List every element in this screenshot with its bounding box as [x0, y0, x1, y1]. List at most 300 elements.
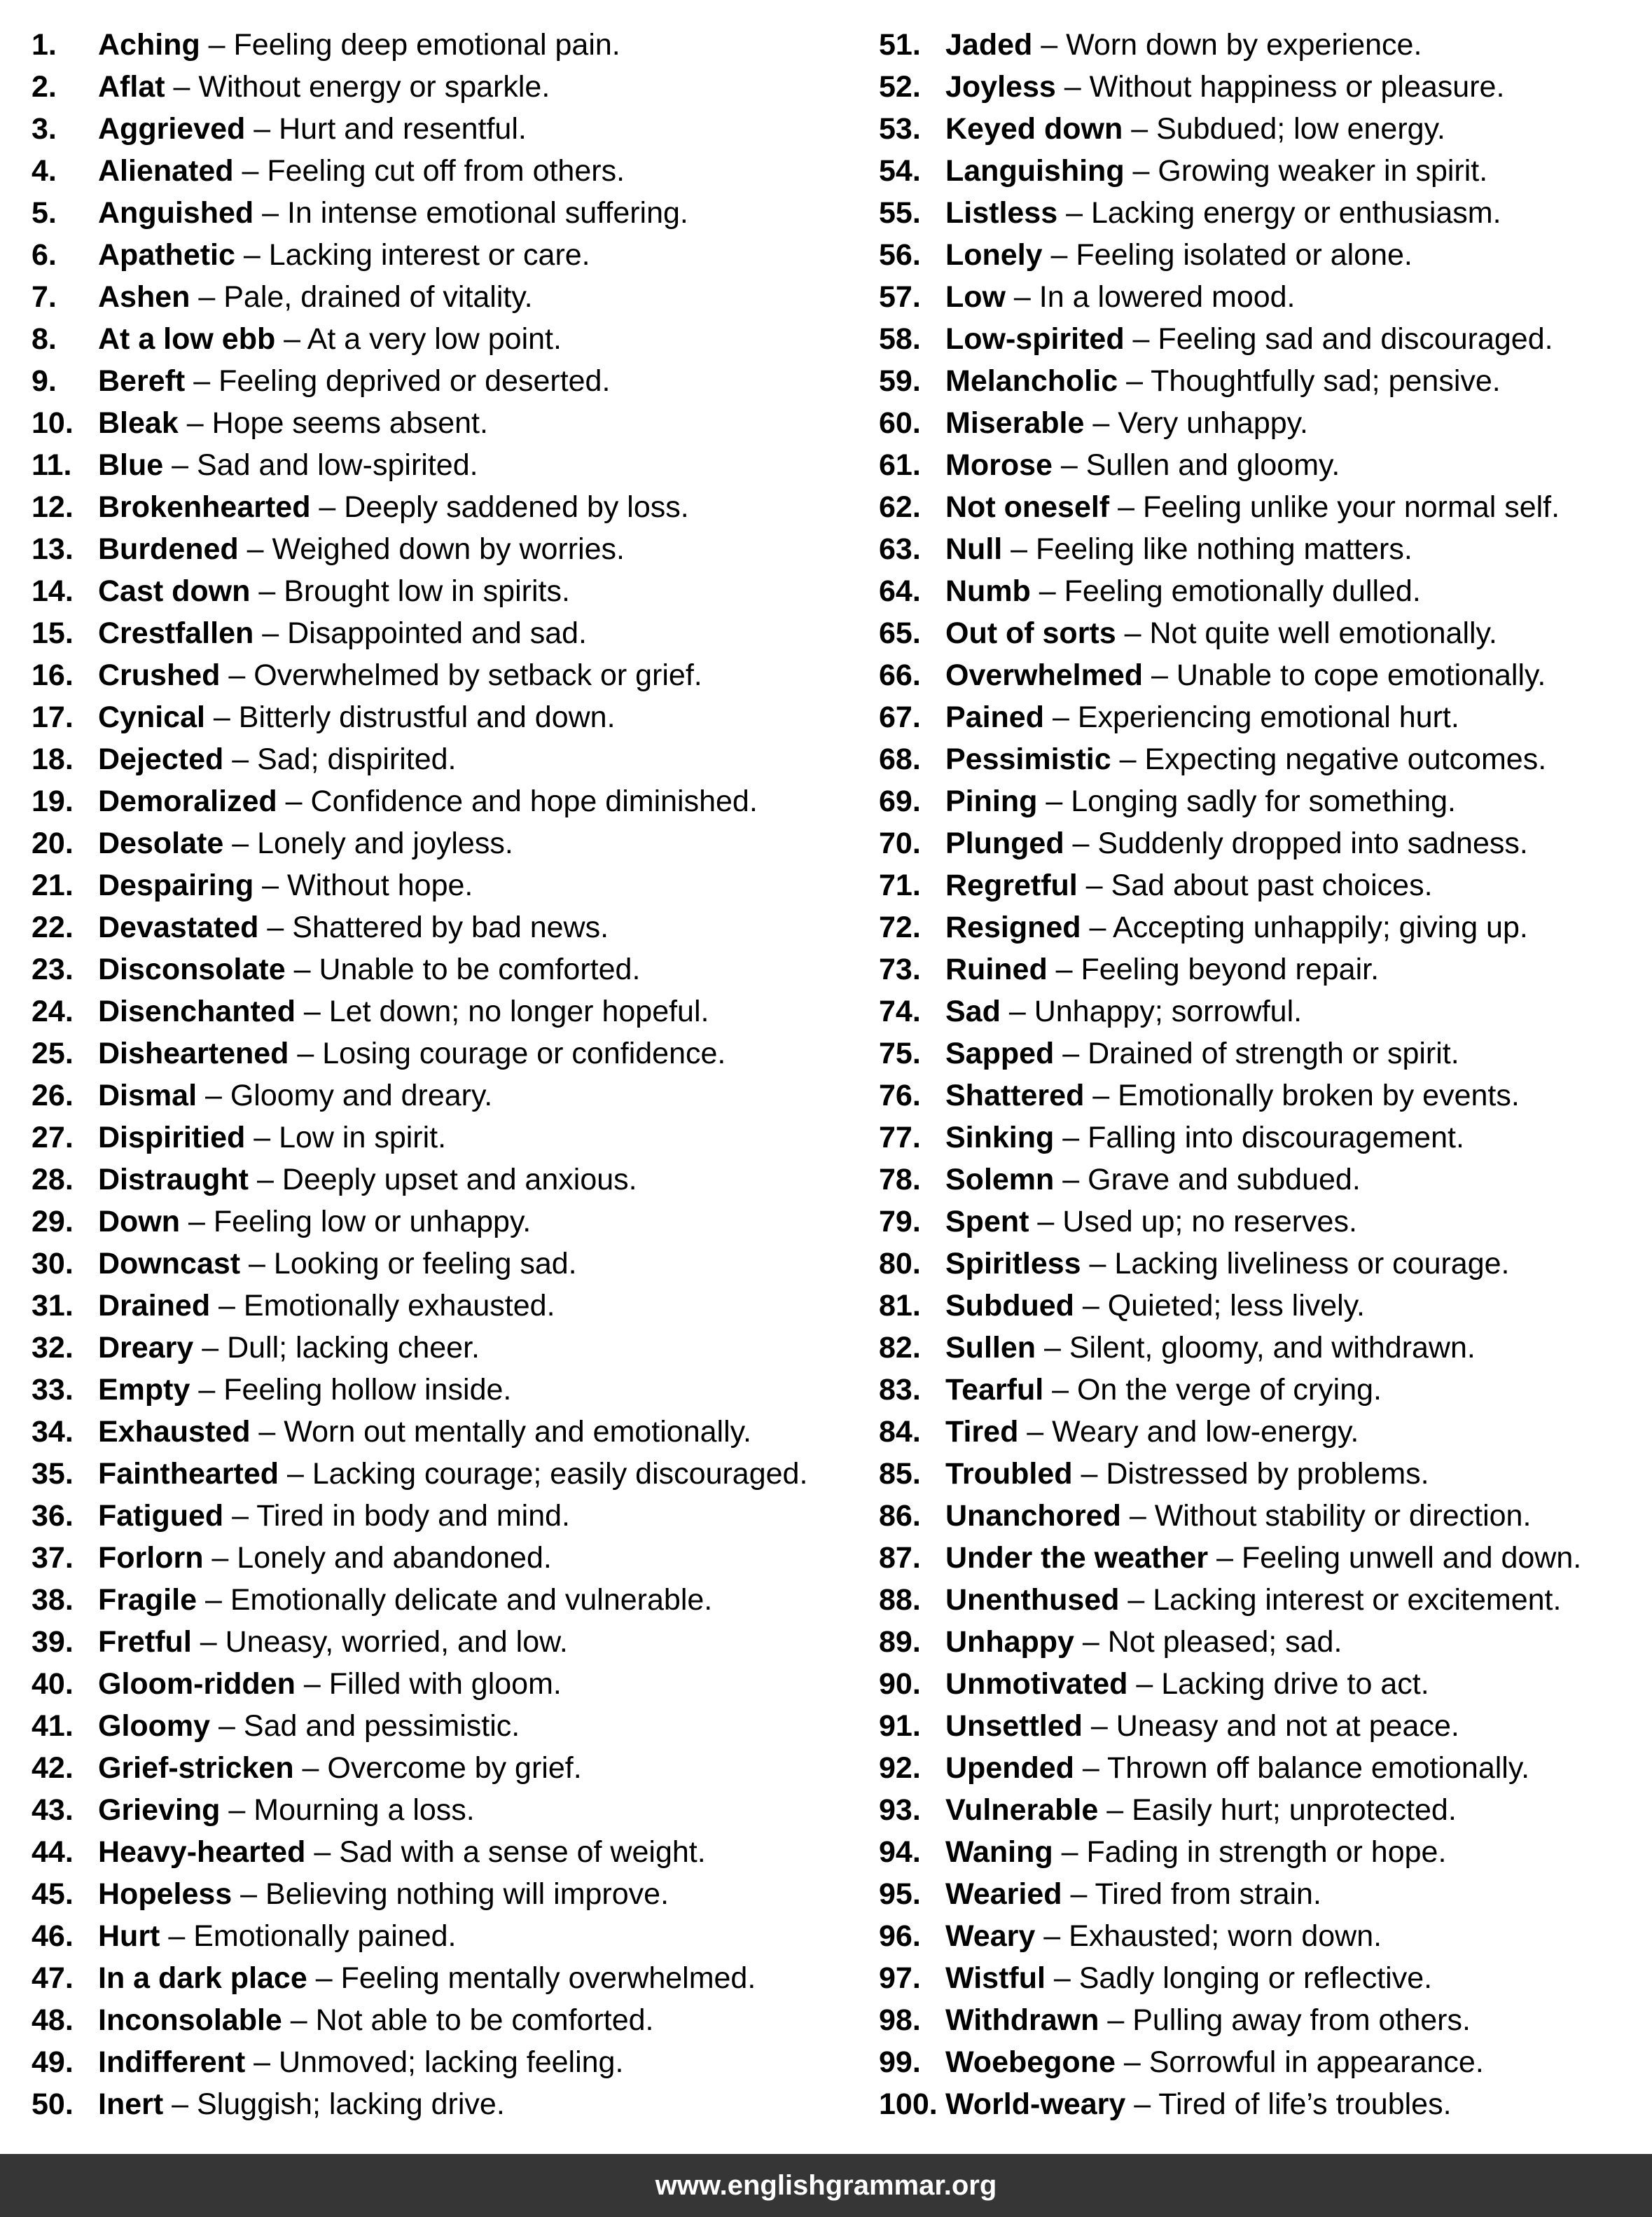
item-word: Blue: [98, 448, 164, 482]
list-item: [32, 2041, 858, 2083]
item-number: 19.: [32, 785, 74, 818]
item-definition: Bitterly distrustful and down.: [238, 700, 616, 734]
item-number: 14.: [32, 574, 74, 608]
list-item: [879, 1032, 1642, 1075]
item-word: Sinking: [945, 1121, 1055, 1154]
item-definition: Lacking drive to act.: [1161, 1667, 1429, 1701]
item-text: [98, 1411, 751, 1453]
item-word: Fatigued: [98, 1499, 224, 1533]
item-text: [98, 1663, 562, 1705]
item-text: [945, 276, 1296, 318]
list-item: [32, 108, 858, 150]
item-separator: –: [238, 532, 272, 566]
item-number: 25.: [32, 1037, 74, 1070]
list-item: [879, 1159, 1642, 1201]
item-definition: Looking or feeling sad.: [273, 1247, 577, 1280]
item-separator: –: [295, 1667, 329, 1701]
item-number: 84.: [879, 1415, 921, 1449]
list-item: [32, 654, 858, 696]
item-separator: –: [240, 1247, 274, 1280]
item-separator: –: [1074, 1625, 1108, 1659]
item-number: 85.: [879, 1457, 921, 1491]
list-item: [32, 570, 858, 612]
item-definition: Tired of life’s troubles.: [1158, 2087, 1452, 2121]
item-separator: –: [200, 28, 234, 62]
list-item: [879, 192, 1642, 234]
item-separator: –: [232, 1877, 266, 1911]
item-text: [945, 318, 1553, 360]
item-separator: –: [223, 827, 258, 860]
item-definition: Unable to cope emotionally.: [1176, 658, 1546, 692]
item-text: [98, 66, 550, 108]
item-definition: Feeling isolated or alone.: [1076, 238, 1412, 272]
item-word: Fretful: [98, 1625, 192, 1659]
list-item: [879, 234, 1642, 276]
item-text: [98, 1747, 582, 1789]
list-item: [879, 696, 1642, 738]
item-separator: –: [1045, 1961, 1079, 1995]
item-text: [945, 990, 1302, 1032]
list-item: [32, 486, 858, 528]
item-number: 38.: [32, 1583, 74, 1617]
list-item: [879, 1999, 1642, 2041]
list-item: [32, 1369, 858, 1411]
item-word: Overwhelmed: [945, 658, 1143, 692]
list-item: [32, 1747, 858, 1789]
item-number: 100.: [879, 2087, 938, 2121]
item-number: 94.: [879, 1835, 921, 1869]
item-number: 63.: [879, 532, 921, 566]
item-definition: Emotionally broken by events.: [1118, 1079, 1520, 1112]
item-word: Inconsolable: [98, 2003, 282, 2037]
list-item: [32, 780, 858, 822]
item-text: [945, 1789, 1457, 1831]
footer-bar: [0, 2154, 1652, 2217]
item-separator: –: [1116, 616, 1150, 650]
item-word: Unenthused: [945, 1583, 1120, 1617]
item-text: [945, 1663, 1429, 1705]
item-separator: –: [1123, 112, 1157, 146]
item-definition: Dull; lacking cheer.: [227, 1331, 480, 1365]
item-definition: Sad; dispirited.: [257, 743, 457, 776]
list-item: [32, 1789, 858, 1831]
item-number: 55.: [879, 196, 921, 230]
item-text: [98, 1243, 577, 1285]
item-definition: Feeling emotionally dulled.: [1064, 574, 1421, 608]
item-separator: –: [203, 1541, 237, 1575]
item-text: [945, 1915, 1382, 1957]
item-definition: Unhappy; sorrowful.: [1034, 995, 1303, 1028]
item-text: [945, 1327, 1476, 1369]
item-text: [945, 1032, 1459, 1075]
item-separator: –: [191, 1625, 225, 1659]
item-word: Hopeless: [98, 1877, 232, 1911]
item-word: Regretful: [945, 869, 1078, 902]
item-word: Resigned: [945, 911, 1081, 944]
item-definition: Brought low in spirits.: [284, 574, 570, 608]
item-definition: Shattered by bad news.: [292, 911, 609, 944]
item-separator: –: [1208, 1541, 1242, 1575]
item-separator: –: [1057, 196, 1091, 230]
item-word: Empty: [98, 1373, 190, 1407]
item-number: 45.: [32, 1877, 74, 1911]
item-definition: Weary and low-energy.: [1052, 1415, 1359, 1449]
list-item: [879, 1831, 1642, 1873]
list-item: [32, 192, 858, 234]
item-definition: Sadly longing or reflective.: [1078, 1961, 1433, 1995]
item-word: Unsettled: [945, 1709, 1083, 1743]
item-word: Solemn: [945, 1163, 1055, 1196]
item-definition: Gloomy and dreary.: [230, 1079, 493, 1112]
list-item: [879, 1495, 1642, 1537]
item-word: Fragile: [98, 1583, 197, 1617]
item-separator: –: [1000, 995, 1034, 1028]
item-number: 92.: [879, 1751, 921, 1785]
item-text: [945, 1705, 1459, 1747]
item-separator: –: [1032, 28, 1067, 62]
item-separator: –: [233, 154, 268, 188]
item-number: 9.: [32, 364, 57, 398]
item-number: 66.: [879, 658, 921, 692]
list-item: [32, 1621, 858, 1663]
item-number: 73.: [879, 953, 921, 986]
item-definition: Lacking interest or excitement.: [1153, 1583, 1562, 1617]
item-word: Tearful: [945, 1373, 1044, 1407]
item-definition: Growing weaker in spirit.: [1158, 154, 1488, 188]
item-text: [98, 486, 689, 528]
item-definition: Longing sadly for something.: [1071, 785, 1456, 818]
item-word: Wistful: [945, 1961, 1046, 1995]
list-item: [879, 444, 1642, 486]
item-separator: –: [1099, 2003, 1133, 2037]
item-separator: –: [305, 1835, 340, 1869]
item-separator: –: [223, 743, 258, 776]
item-text: [98, 1621, 568, 1663]
item-definition: Quieted; less lively.: [1107, 1289, 1365, 1322]
item-separator: –: [1030, 574, 1064, 608]
list-item: [32, 360, 858, 402]
list-item: [32, 1579, 858, 1621]
item-separator: –: [1037, 785, 1071, 818]
item-text: [945, 2041, 1484, 2083]
item-word: World-weary: [945, 2087, 1126, 2121]
item-number: 48.: [32, 2003, 74, 2037]
item-separator: –: [1109, 490, 1143, 524]
item-number: 21.: [32, 869, 74, 902]
item-separator: –: [245, 112, 279, 146]
item-separator: –: [310, 490, 345, 524]
item-text: [98, 570, 570, 612]
item-word: Low-spirited: [945, 322, 1125, 356]
item-number: 40.: [32, 1667, 74, 1701]
item-definition: Distressed by problems.: [1106, 1457, 1429, 1491]
item-text: [945, 1201, 1357, 1243]
item-definition: Believing nothing will improve.: [265, 1877, 669, 1911]
item-text: [98, 1075, 492, 1117]
item-text: [98, 906, 609, 948]
item-definition: Experiencing emotional hurt.: [1077, 700, 1459, 734]
item-separator: –: [1127, 1667, 1162, 1701]
item-word: Dreary: [98, 1331, 194, 1365]
item-word: Morose: [945, 448, 1053, 482]
item-number: 49.: [32, 2045, 74, 2079]
list-item: [32, 1285, 858, 1327]
item-word: Distraught: [98, 1163, 249, 1196]
item-definition: Accepting unhappily; giving up.: [1112, 911, 1528, 944]
item-word: Shattered: [945, 1079, 1085, 1112]
item-text: [945, 1957, 1432, 1999]
list-item: [32, 24, 858, 66]
list-item: [32, 1075, 858, 1117]
list-item: [879, 66, 1642, 108]
item-separator: –: [1052, 448, 1086, 482]
item-text: [945, 66, 1504, 108]
item-definition: Feeling hollow inside.: [223, 1373, 512, 1407]
item-word: Ashen: [98, 280, 190, 314]
item-word: Keyed down: [945, 112, 1123, 146]
item-definition: Sluggish; lacking drive.: [197, 2087, 505, 2121]
item-definition: Feeling deep emotional pain.: [233, 28, 620, 62]
item-separator: –: [193, 1331, 228, 1365]
item-definition: Hurt and resentful.: [279, 112, 527, 146]
item-definition: Not pleased; sad.: [1107, 1625, 1342, 1659]
item-text: [945, 654, 1546, 696]
list-item: [879, 1705, 1642, 1747]
list-item: [32, 402, 858, 444]
item-word: Hurt: [98, 1919, 160, 1953]
item-word: Waning: [945, 1835, 1053, 1869]
item-number: 77.: [879, 1121, 921, 1154]
item-word: Apathetic: [98, 238, 235, 272]
item-number: 3.: [32, 112, 57, 146]
item-word: Bleak: [98, 406, 179, 440]
item-word: Crestfallen: [98, 616, 254, 650]
item-number: 86.: [879, 1499, 921, 1533]
item-word: Spent: [945, 1205, 1029, 1238]
item-word: Dejected: [98, 743, 224, 776]
item-number: 62.: [879, 490, 921, 524]
list-item: [879, 1579, 1642, 1621]
item-definition: In intense emotional suffering.: [286, 196, 688, 230]
item-text: [98, 654, 702, 696]
item-definition: Used up; no reserves.: [1062, 1205, 1357, 1238]
item-word: Drained: [98, 1289, 211, 1322]
list-item: [32, 1495, 858, 1537]
item-text: [98, 1537, 552, 1579]
item-separator: –: [197, 1079, 230, 1112]
item-definition: Mourning a loss.: [254, 1793, 475, 1827]
item-separator: –: [1120, 1499, 1155, 1533]
item-separator: –: [185, 364, 219, 398]
item-definition: Feeling mentally overwhelmed.: [340, 1961, 756, 1995]
list-item: [879, 864, 1642, 906]
item-separator: –: [1124, 322, 1158, 356]
item-text: [945, 1999, 1471, 2041]
list-item: [879, 1957, 1642, 1999]
item-number: 87.: [879, 1541, 921, 1575]
list-item: [879, 486, 1642, 528]
item-text: [98, 1285, 555, 1327]
item-word: Disenchanted: [98, 995, 296, 1028]
item-text: [945, 1537, 1581, 1579]
item-word: Null: [945, 532, 1003, 566]
item-separator: –: [1055, 70, 1090, 104]
item-separator: –: [1036, 1331, 1069, 1365]
item-word: Gloomy: [98, 1709, 211, 1743]
list-item: [879, 1327, 1642, 1369]
item-word: Brokenhearted: [98, 490, 311, 524]
item-separator: –: [275, 322, 307, 356]
item-number: 64.: [879, 574, 921, 608]
item-text: [98, 738, 457, 780]
item-definition: Sad and low-spirited.: [197, 448, 478, 482]
item-definition: Weighed down by worries.: [272, 532, 625, 566]
list-item: [879, 2041, 1642, 2083]
item-definition: Overcome by grief.: [327, 1751, 582, 1785]
item-definition: Feeling sad and discouraged.: [1158, 322, 1553, 356]
item-word: In a dark place: [98, 1961, 307, 1995]
item-number: 27.: [32, 1121, 74, 1154]
item-separator: –: [1072, 1457, 1106, 1491]
item-definition: Feeling cut off from others.: [267, 154, 625, 188]
item-word: Despairing: [98, 869, 254, 902]
item-separator: –: [190, 280, 224, 314]
item-definition: Without energy or sparkle.: [198, 70, 550, 104]
list-item: [32, 906, 858, 948]
item-definition: Sad about past choices.: [1111, 869, 1433, 902]
item-definition: Without hope.: [287, 869, 473, 902]
item-word: Listless: [945, 196, 1058, 230]
item-number: 16.: [32, 658, 74, 692]
item-separator: –: [180, 1205, 214, 1238]
list-item: [879, 1789, 1642, 1831]
item-text: [945, 1873, 1321, 1915]
item-text: [98, 402, 488, 444]
item-separator: –: [254, 869, 288, 902]
item-definition: Unmoved; lacking feeling.: [279, 2045, 624, 2079]
item-word: Aggrieved: [98, 112, 246, 146]
item-number: 76.: [879, 1079, 921, 1112]
item-word: Disheartened: [98, 1037, 289, 1070]
item-text: [98, 234, 590, 276]
item-separator: –: [204, 700, 239, 734]
item-definition: Lacking interest or care.: [268, 238, 590, 272]
item-number: 37.: [32, 1541, 74, 1575]
item-text: [945, 444, 1340, 486]
item-number: 10.: [32, 406, 74, 440]
item-separator: –: [289, 1037, 323, 1070]
list-item: [32, 864, 858, 906]
item-text: [945, 192, 1501, 234]
item-separator: –: [197, 1583, 230, 1617]
item-definition: Confidence and hope diminished.: [310, 785, 758, 818]
item-number: 91.: [879, 1709, 921, 1743]
list-item: [32, 696, 858, 738]
item-word: Indifferent: [98, 2045, 246, 2079]
item-definition: Without stability or direction.: [1154, 1499, 1532, 1533]
item-number: 98.: [879, 2003, 921, 2037]
item-separator: –: [235, 238, 269, 272]
item-text: [945, 1579, 1561, 1621]
item-text: [945, 528, 1412, 570]
list-item: [879, 906, 1642, 948]
item-definition: Unable to be comforted.: [319, 953, 641, 986]
item-definition: Lacking energy or enthusiasm.: [1090, 196, 1501, 230]
item-word: Sullen: [945, 1331, 1036, 1365]
list-item: [879, 402, 1642, 444]
item-text: [98, 1453, 807, 1495]
item-separator: –: [1081, 911, 1113, 944]
item-number: 97.: [879, 1961, 921, 1995]
item-text: [945, 738, 1546, 780]
item-number: 61.: [879, 448, 921, 482]
item-number: 6.: [32, 238, 57, 272]
list-item: [879, 1243, 1642, 1285]
item-number: 42.: [32, 1751, 74, 1785]
item-number: 33.: [32, 1373, 74, 1407]
item-definition: Drained of strength or spirit.: [1088, 1037, 1459, 1070]
item-number: 36.: [32, 1499, 74, 1533]
item-number: 47.: [32, 1961, 74, 1995]
list-item: [32, 822, 858, 864]
item-number: 88.: [879, 1583, 921, 1617]
list-item: [879, 612, 1642, 654]
item-definition: Worn out mentally and emotionally.: [284, 1415, 751, 1449]
item-definition: Lacking liveliness or courage.: [1114, 1247, 1510, 1280]
item-separator: –: [1082, 1709, 1116, 1743]
item-separator: –: [220, 1793, 254, 1827]
item-separator: –: [1118, 364, 1151, 398]
item-separator: –: [1125, 2087, 1159, 2121]
item-separator: –: [254, 196, 287, 230]
item-text: [945, 570, 1421, 612]
item-text: [98, 1957, 756, 1999]
item-separator: –: [258, 911, 293, 944]
item-separator: –: [1044, 700, 1078, 734]
item-word: Demoralized: [98, 785, 277, 818]
item-word: Weary: [945, 1919, 1036, 1953]
item-definition: Pale, drained of vitality.: [223, 280, 533, 314]
item-word: Grief-stricken: [98, 1751, 294, 1785]
item-separator: –: [245, 2045, 279, 2079]
list-item: [879, 1915, 1642, 1957]
item-number: 79.: [879, 1205, 921, 1238]
item-number: 4.: [32, 154, 57, 188]
item-definition: Feeling beyond repair.: [1081, 953, 1380, 986]
list-item: [32, 1999, 858, 2041]
item-text: [945, 612, 1497, 654]
item-text: [945, 864, 1433, 906]
item-word: Heavy-hearted: [98, 1835, 306, 1869]
item-text: [98, 1873, 669, 1915]
item-text: [98, 696, 616, 738]
item-number: 11.: [32, 448, 72, 482]
item-number: 8.: [32, 322, 57, 356]
item-separator: –: [190, 1373, 224, 1407]
item-word: Dispiritied: [98, 1121, 246, 1154]
item-separator: –: [1054, 1121, 1088, 1154]
item-text: [945, 1411, 1359, 1453]
item-word: Pining: [945, 785, 1038, 818]
item-word: Not oneself: [945, 490, 1110, 524]
item-number: 60.: [879, 406, 921, 440]
item-word: Cynical: [98, 700, 205, 734]
word-list-column-right: [879, 24, 1642, 2125]
item-word: Dismal: [98, 1079, 197, 1112]
list-item: [32, 1873, 858, 1915]
item-word: Cast down: [98, 574, 251, 608]
item-definition: Feeling deprived or deserted.: [218, 364, 611, 398]
